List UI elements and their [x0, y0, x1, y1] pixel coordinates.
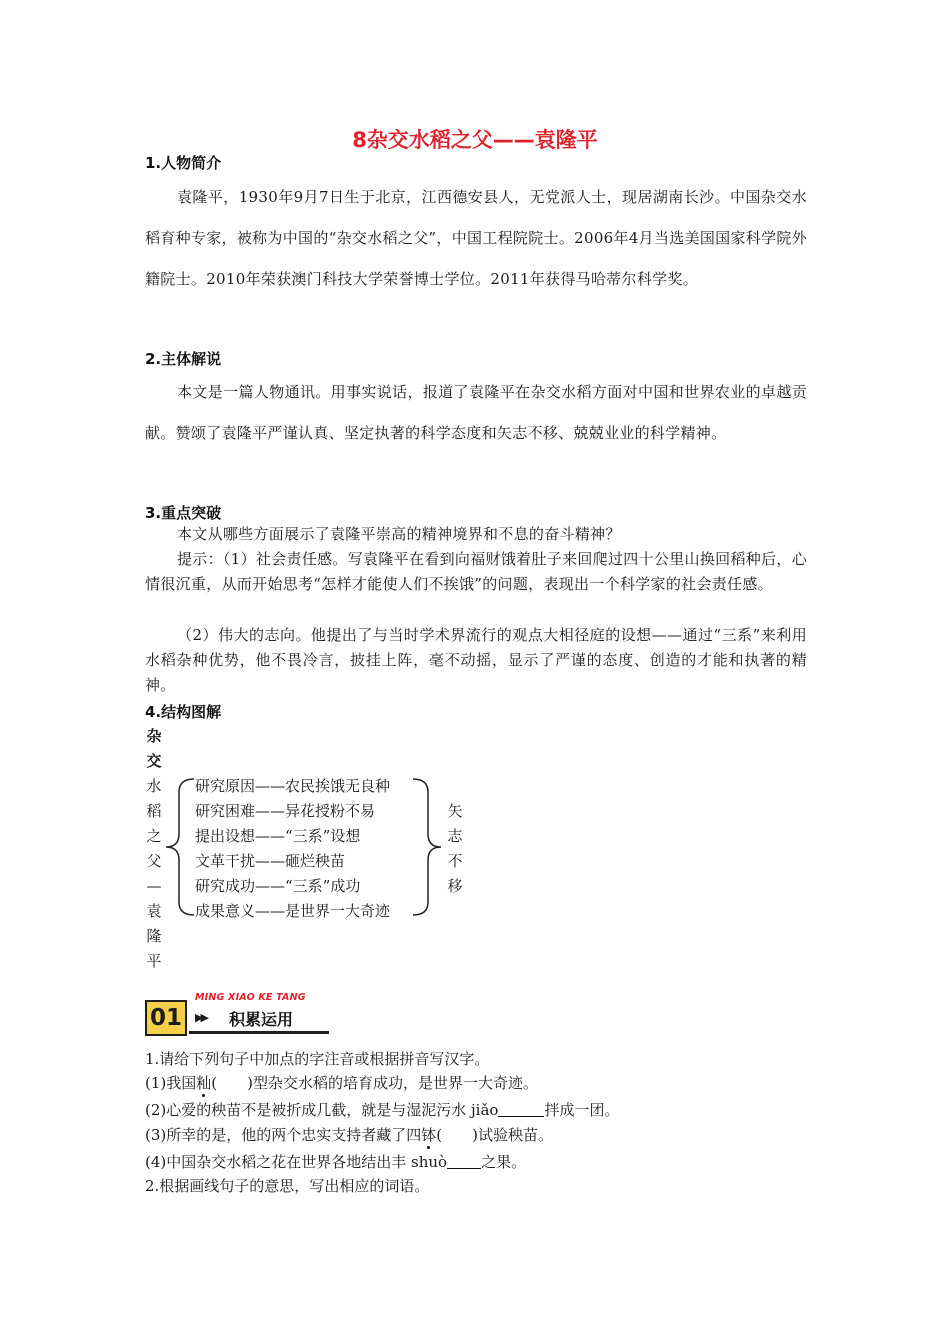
structure-item: 文革干扰——砸烂秧苗 — [195, 852, 346, 870]
banner-pinyin: MING XIAO KE TANG — [195, 992, 306, 1003]
exercise-item-1 — [145, 1072, 538, 1093]
structure-title-char: — — [146, 877, 162, 895]
exercise-question-2: 2.根据画线句子的意思，写出相应的词语。 — [145, 1177, 430, 1195]
answer-blank[interactable] — [498, 1102, 544, 1117]
left-brace — [164, 776, 196, 918]
exercise-text: (2)心爱的秧苗不是被折成几截，就是与湿泥污水 jiǎo — [145, 1101, 499, 1119]
key-question: 本文从哪些方面展示了袁隆平崇高的精神境界和不息的奋斗精神？ — [177, 525, 621, 543]
section-banner — [145, 994, 335, 1040]
structure-title-char: 袁 — [146, 902, 162, 920]
exercise-text: (1)我国 — [145, 1074, 197, 1092]
exercise-text: 之果。 — [481, 1153, 527, 1171]
banner-number: 01 — [145, 1000, 187, 1036]
exercise-text: ( )试验秧苗。 — [436, 1126, 553, 1144]
section-heading-key-points: 3.重点突破 — [145, 504, 222, 522]
exercise-text: (4)中国杂交水稻之花在世界各地结出丰 shuò — [145, 1153, 448, 1171]
exercise-text: 拌成一团。 — [544, 1101, 620, 1119]
page-title: 8杂交水稻之父——袁隆平 — [352, 128, 598, 152]
answer-blank[interactable] — [447, 1154, 481, 1169]
structure-item: 研究原因——农民挨饿无良种 — [195, 777, 391, 795]
banner-bar — [189, 1006, 329, 1034]
dotted-char: 籼 — [196, 1074, 212, 1092]
hint-paragraph-1: 提示：（1）社会责任感。写袁隆平在看到向福财饿着肚子来回爬过四十公里山换回稻种后，心情很沉重，从而开始思考“怎样才能使人们不挨饿”的问题，表现出一个科学家的社会责任感。 — [145, 550, 807, 593]
section-heading-structure: 4.结构图解 — [145, 703, 222, 721]
structure-items — [195, 774, 390, 924]
right-brace — [411, 776, 443, 918]
exercise-question-1: 1.请给下列句子中加点的字注音或根据拼音写汉字。 — [145, 1050, 490, 1068]
exercise-item-4 — [145, 1151, 526, 1172]
structure-item: 提出设想——“三系”设想 — [195, 827, 361, 845]
banner-label: 积累运用 — [229, 1010, 294, 1029]
section-heading-summary: 2.主体解说 — [145, 350, 222, 368]
structure-title-char: 稻 — [146, 802, 162, 820]
intro-paragraph: 袁隆平，1930年9月7日生于北京，江西德安县人，无党派人士，现居湖南长沙。中国杂交水稻育种专家，被称为中国的“杂交水稻之父”，中国工程院院士。2006年4月当选美国国家科学院外籍院士。2010年荣获澳门科技大学荣誉博士学位。2011年获得马哈蒂尔科学奖。 — [145, 188, 807, 288]
structure-title-char: 水 — [146, 777, 162, 795]
double-arrow-icon: ▶▶ — [195, 1011, 206, 1024]
dotted-char: 钵 — [421, 1126, 437, 1144]
structure-summary-vertical — [445, 799, 465, 899]
exercise-item-3 — [145, 1124, 553, 1145]
hint-paragraph-2: （2）伟大的志向。他提出了与当时学术界流行的观点大相径庭的设想——通过“三系”来利用水稻杂种优势，他不畏冷言，披挂上阵，毫不动摇，显示了严谨的态度、创造的才能和执著的精神。 — [145, 626, 807, 694]
summary-paragraph: 本文是一篇人物通讯。用事实说话，报道了袁隆平在杂交水稻方面对中国和世界农业的卓越贡献。赞颂了袁隆平严谨认真、坚定执著的科学态度和矢志不移、兢兢业业的科学精神。 — [145, 383, 807, 442]
structure-summary-char: 不 — [447, 852, 463, 870]
structure-title-char: 杂 — [146, 727, 162, 745]
structure-title-char: 父 — [146, 852, 162, 870]
structure-summary-char: 志 — [447, 827, 463, 845]
exercise-text: (3)所幸的是，他的两个忠实支持者藏了四 — [145, 1126, 422, 1144]
structure-summary-char: 矢 — [447, 802, 463, 820]
section-heading-intro: 1.人物简介 — [145, 154, 222, 172]
structure-item: 成果意义——是世界一大奇迹 — [195, 902, 391, 920]
structure-title-char: 交 — [146, 752, 162, 770]
structure-title-vertical — [144, 724, 164, 974]
exercise-item-2 — [145, 1099, 619, 1120]
structure-item: 研究困难——异花授粉不易 — [195, 802, 376, 820]
exercise-text: ( )型杂交水稻的培育成功，是世界一大奇迹。 — [211, 1074, 538, 1092]
structure-title-char: 隆 — [146, 927, 162, 945]
structure-title-char: 平 — [146, 952, 162, 970]
structure-item: 研究成功——“三系”成功 — [195, 877, 361, 895]
structure-title-char: 之 — [146, 827, 162, 845]
structure-summary-char: 移 — [447, 877, 463, 895]
